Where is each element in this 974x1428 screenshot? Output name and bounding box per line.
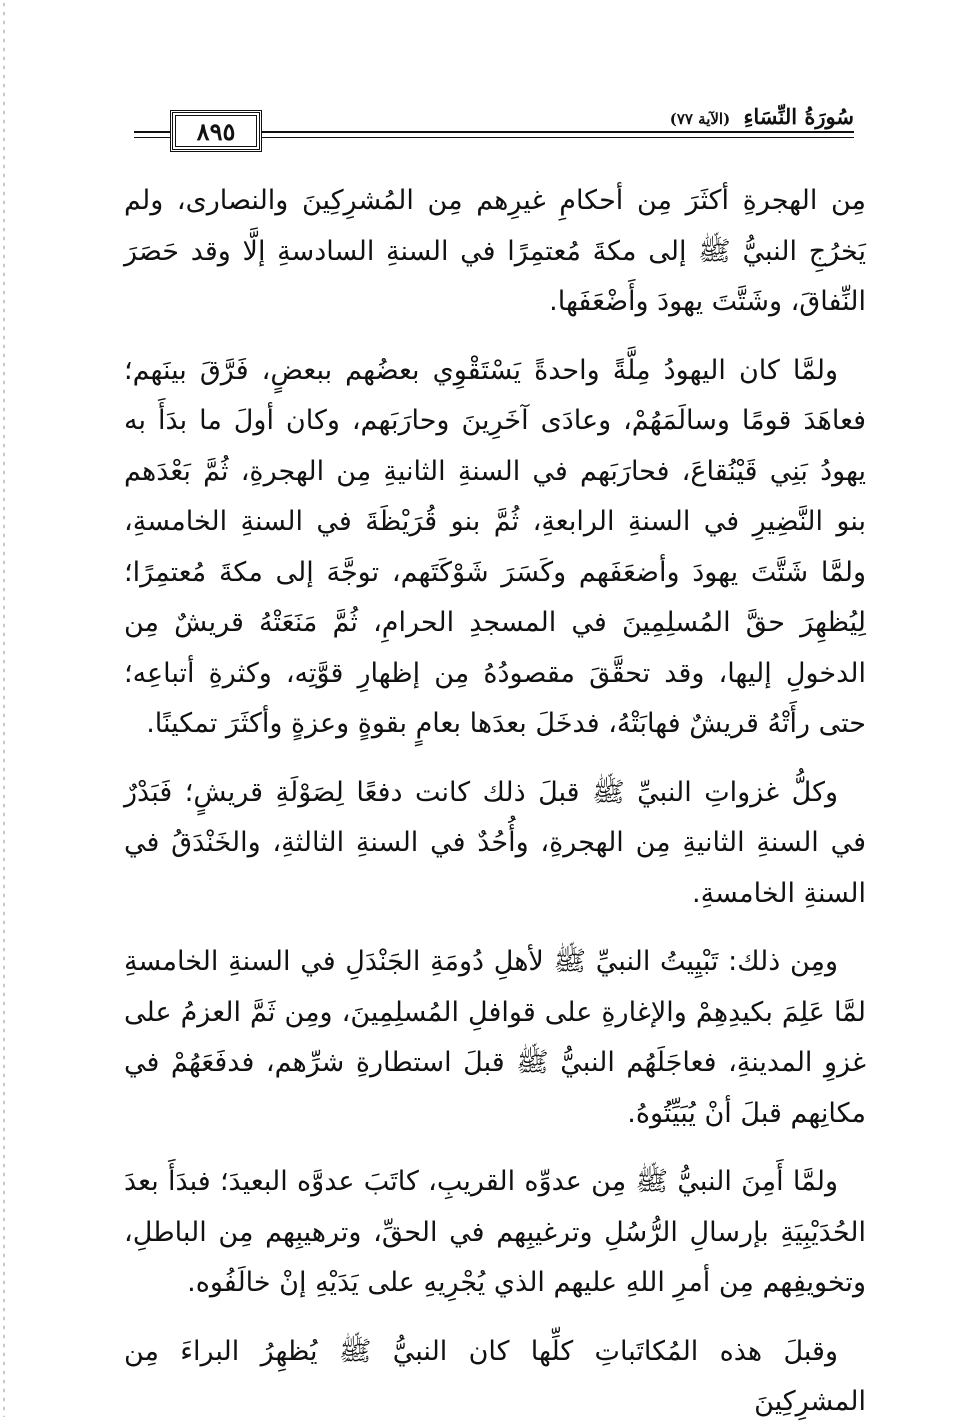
paragraph-4: ومِن ذلك: تَبْيِيتُ النبيِّ ﷺ لأهلِ دُومَةِ الجَنْدَلِ في السنةِ الخامسةِ لمَّا عَلِمَ بكيدِهِمْ والإغارةِ على قوافلِ المُسلِمِينَ، ومِن ثَمَّ العزمُ على غزوِ المدينةِ، فعاجَلَهُم النبيُّ ﷺ قبلَ استطارةِ شرِّهم، فدفَعَهُمْ في مكانِهم قبلَ أنْ يُبَيِّتُوهُ. <box>124 946 866 1129</box>
surah-name: سُورَةُ النِّسَاءِ <box>743 104 854 129</box>
paragraph-6: وقبلَ هذه المُكاتَباتِ كلِّها كان النبيُّ ﷺ يُظهِرُ البراءَ مِن المشرِكِينَ <box>124 1335 866 1417</box>
paragraph-3: وكلُّ غزواتِ النبيِّ ﷺ قبلَ ذلك كانت دفعًا لِصَوْلَةِ قريشٍ؛ فَبَدْرٌ في السنةِ الثانيةِ مِن الهجرةِ، وأُحُدٌ في السنةِ الثالثةِ، والخَنْدَقُ في السنةِ الخامسةِ. <box>124 776 866 909</box>
page-number: ٨٩٥ <box>175 115 257 147</box>
page-header <box>134 104 854 156</box>
surah-title <box>660 104 854 129</box>
paragraph-2: ولمَّا كان اليهودُ مِلَّةً واحدةً يَسْتَقْوِي بعضُهم ببعضٍ، فَرَّقَ بينَهم؛ فعاهَدَ قومًا وسالَمَهُمْ، وعادَى آخَرِينَ وحارَبَهم، وكان أولَ ما بدَأَ به يهودُ بَنِي قَيْنُقاعَ، فحارَبَهم في السنةِ الثانيةِ مِن الهجرةِ، ثُمَّ بَعْدَهم بنو النَّضِيرِ في السنةِ الرابعةِ، ثُمَّ بنو قُرَيْظَةَ في السنةِ الخامسةِ، ولمَّا شَتَّتَ يهودَ وأضعَفَهم وكَسَرَ شَوْكَتَهم، توجَّهَ إلى مكةَ مُعتمِرًا؛ لِيُظهِرَ حقَّ المُسلِمِينَ في المسجدِ الحرامِ، ثُمَّ مَنَعَتْهُ قريشٌ مِن الدخولِ إليها، وقد تحقَّقَ مقصودُهُ مِن إظهارِ قوَّتِه، وكثرةِ أتباعِه؛ حتى رأَتْهُ قريشٌ فهابَتْهُ، فدخَلَ بعدَها بعامٍ بقوةٍ وعزةٍ وأكثَرَ تمكينًا. <box>124 354 866 739</box>
page-number-frame <box>170 110 262 152</box>
paragraph-1: مِن الهجرةِ أكثَرَ مِن أحكامِ غيرِهم مِن المُشرِكِينَ والنصارى، ولم يَخرُجِ النبيُّ ﷺ إلى مكةَ مُعتمِرًا في السنةِ السادسةِ إلَّا وقد حَصَرَ النِّفاقَ، وشَتَّتَ يهودَ وأَضْعَفَها. <box>124 185 866 317</box>
paragraph-5: ولمَّا أَمِنَ النبيُّ ﷺ مِن عدوِّه القريبِ، كاتَبَ عدوَّه البعيدَ؛ فبدَأَ بعدَ الحُدَيْبِيَةِ بإرسالِ الرُّسُلِ وترغيبِهم في الحقِّ، وترهيبِهم مِن الباطلِ، وتخويفِهم مِن أمرِ اللهِ عليهم الذي يُجْرِيهِ على يَدَيْهِ إنْ خالَفُوه. <box>124 1166 866 1298</box>
body-text <box>124 176 866 1428</box>
verse-reference: (الآية ٧٧) <box>669 110 731 128</box>
scan-edge-dots <box>2 0 6 1417</box>
